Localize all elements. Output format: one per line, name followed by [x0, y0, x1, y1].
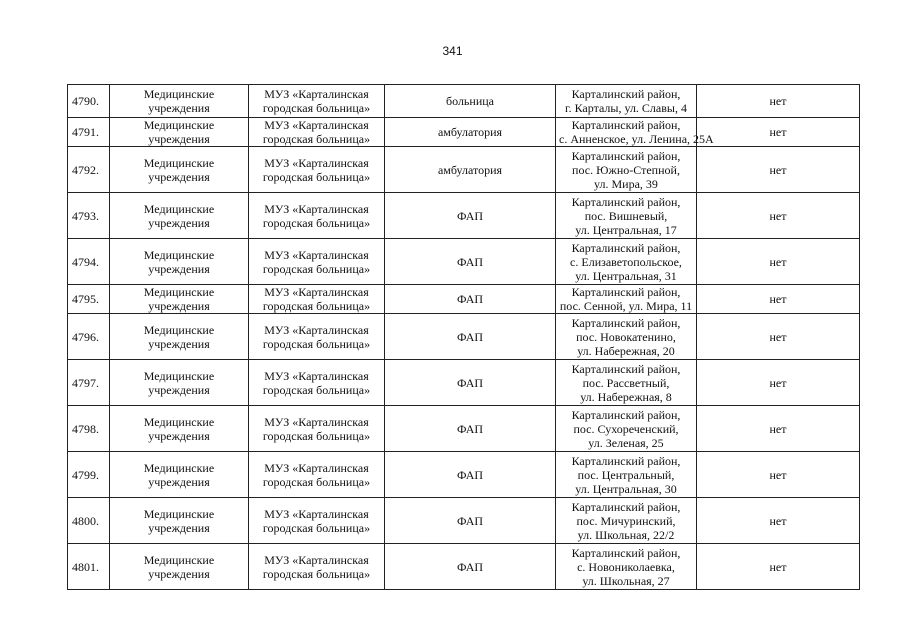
category-cell: [110, 147, 249, 193]
category-cell-line: Медицинские: [143, 506, 215, 521]
table-row: [68, 544, 860, 590]
category-cell-line: Медицинские: [143, 414, 215, 429]
row-number: 4795.: [68, 285, 110, 314]
address-cell-line: Карталинский район,: [571, 499, 681, 514]
address-cell-line: ул. Набережная, 8: [580, 389, 672, 404]
row-number: 4794.: [68, 239, 110, 285]
address-cell: [556, 406, 697, 452]
address-cell: [556, 314, 697, 360]
status-cell: нет: [697, 360, 860, 406]
address-cell-line: Карталинский район,: [571, 361, 681, 376]
address-cell-line: Карталинский район,: [571, 240, 681, 255]
table-row: [68, 498, 860, 544]
category-cell: [110, 285, 249, 314]
table-row: [68, 193, 860, 239]
address-cell: [556, 452, 697, 498]
address-cell: [556, 118, 714, 147]
row-number: 4791.: [68, 118, 110, 147]
facility-type-cell: ФАП: [385, 360, 556, 406]
facility-type-cell: ФАП: [385, 314, 556, 360]
table-row: [68, 406, 860, 452]
category-cell-line: Медицинские: [143, 247, 215, 262]
category-cell-line: Медицинские: [143, 87, 215, 101]
organization-cell: [249, 544, 385, 590]
address-cell-line: пос. Сухореченский,: [573, 421, 679, 436]
address-cell-line: Карталинский район,: [571, 545, 681, 560]
address-cell: [556, 285, 697, 314]
organization-cell-line: городская больница»: [262, 474, 371, 489]
facility-type-cell: больница: [385, 85, 556, 118]
organization-cell: [249, 118, 385, 147]
address-cell-line: пос. Мичуринский,: [576, 513, 676, 528]
table-row: [68, 147, 860, 193]
address-cell-line: Карталинский район,: [571, 148, 681, 163]
category-cell-line: Медицинские: [143, 285, 215, 299]
status-cell: нет: [697, 406, 860, 452]
category-cell: [110, 498, 249, 544]
address-cell: [556, 147, 697, 193]
category-cell-line: учреждения: [148, 520, 210, 535]
address-cell-line: ул. Центральная, 30: [575, 481, 677, 496]
category-cell: [110, 193, 249, 239]
category-cell: [110, 85, 249, 118]
address-cell-line: пос. Рассветный,: [582, 375, 670, 390]
facility-type-cell: ФАП: [385, 498, 556, 544]
address-cell-line: пос. Новокатенино,: [576, 329, 676, 344]
category-cell-line: учреждения: [148, 474, 210, 489]
organization-cell: [249, 314, 385, 360]
address-cell: [556, 193, 697, 239]
organization-cell-line: МУЗ «Карталинская: [264, 506, 369, 521]
organization-cell-line: городская больница»: [262, 336, 371, 351]
category-cell: [110, 406, 249, 452]
table-row: [68, 314, 860, 360]
status-cell: нет: [697, 452, 860, 498]
category-cell-line: учреждения: [148, 336, 210, 351]
category-cell-line: Медицинские: [143, 155, 215, 170]
category-cell-line: Медицинские: [143, 118, 215, 132]
row-number: 4797.: [68, 360, 110, 406]
address-cell-line: пос. Вишневый,: [584, 208, 668, 223]
address-cell-line: с. Анненское, ул. Ленина, 25А: [559, 132, 714, 146]
organization-cell-line: МУЗ «Карталинская: [264, 247, 369, 262]
address-cell: [556, 360, 697, 406]
category-cell-line: учреждения: [148, 566, 210, 581]
status-cell: нет: [697, 85, 860, 118]
status-cell: нет: [697, 498, 860, 544]
address-cell: [556, 85, 697, 118]
organization-cell: [249, 360, 385, 406]
category-cell-line: учреждения: [148, 428, 210, 443]
status-cell: нет: [697, 544, 860, 590]
facility-type-cell: амбулатория: [385, 118, 556, 147]
table-row: [68, 239, 860, 285]
organization-cell: [249, 406, 385, 452]
row-number: 4799.: [68, 452, 110, 498]
facility-type-cell: ФАП: [385, 285, 556, 314]
address-cell-line: ул. Центральная, 17: [575, 222, 677, 237]
category-cell-line: учреждения: [148, 261, 210, 276]
category-cell-line: учреждения: [148, 215, 210, 230]
organization-cell: [249, 85, 385, 118]
facility-type-cell: ФАП: [385, 406, 556, 452]
organization-cell: [249, 147, 385, 193]
organization-cell: [249, 498, 385, 544]
organization-cell-line: городская больница»: [262, 132, 371, 146]
organization-cell-line: МУЗ «Карталинская: [264, 285, 369, 299]
facility-type-cell: ФАП: [385, 239, 556, 285]
status-cell: нет: [697, 314, 860, 360]
registry-table: [67, 84, 860, 590]
address-cell: [556, 544, 697, 590]
address-cell-line: г. Карталы, ул. Славы, 4: [565, 101, 687, 115]
address-cell-line: ул. Набережная, 20: [577, 343, 675, 358]
organization-cell-line: МУЗ «Карталинская: [264, 460, 369, 475]
organization-cell: [249, 193, 385, 239]
row-number: 4792.: [68, 147, 110, 193]
organization-cell-line: городская больница»: [262, 169, 371, 184]
status-cell: нет: [697, 147, 860, 193]
address-cell: [556, 498, 697, 544]
category-cell-line: Медицинские: [143, 460, 215, 475]
facility-type-cell: ФАП: [385, 193, 556, 239]
organization-cell: [249, 285, 385, 314]
organization-cell-line: городская больница»: [262, 382, 371, 397]
status-cell: нет: [697, 239, 860, 285]
address-cell-line: Карталинский район,: [571, 315, 681, 330]
organization-cell: [249, 452, 385, 498]
organization-cell-line: городская больница»: [262, 299, 371, 313]
organization-cell-line: городская больница»: [262, 261, 371, 276]
address-cell-line: Карталинский район,: [571, 285, 681, 299]
page-number: 341: [442, 44, 463, 58]
category-cell: [110, 118, 249, 147]
category-cell: [110, 544, 249, 590]
table-row: [68, 452, 860, 498]
row-number: 4801.: [68, 544, 110, 590]
address-cell-line: пос. Южно-Степной,: [572, 162, 680, 177]
table-row: [68, 360, 860, 406]
row-number: 4800.: [68, 498, 110, 544]
address-cell-line: ул. Мира, 39: [594, 176, 658, 191]
organization-cell-line: МУЗ «Карталинская: [264, 201, 369, 216]
facility-type-cell: ФАП: [385, 544, 556, 590]
address-cell-line: ул. Школьная, 22/2: [577, 527, 675, 542]
organization-cell-line: МУЗ «Карталинская: [264, 155, 369, 170]
registry-body: [68, 85, 860, 590]
facility-type-cell: ФАП: [385, 452, 556, 498]
category-cell-line: учреждения: [148, 299, 210, 313]
category-cell-line: Медицинские: [143, 322, 215, 337]
row-number: 4796.: [68, 314, 110, 360]
facility-type-cell: амбулатория: [385, 147, 556, 193]
row-number: 4798.: [68, 406, 110, 452]
category-cell: [110, 314, 249, 360]
organization-cell-line: МУЗ «Карталинская: [264, 368, 369, 383]
address-cell-line: с. Елизаветопольское,: [570, 254, 682, 269]
organization-cell-line: городская больница»: [262, 520, 371, 535]
category-cell-line: Медицинские: [143, 201, 215, 216]
address-cell-line: ул. Центральная, 31: [575, 268, 677, 283]
category-cell: [110, 452, 249, 498]
organization-cell-line: городская больница»: [262, 428, 371, 443]
organization-cell-line: городская больница»: [262, 101, 371, 115]
organization-cell-line: МУЗ «Карталинская: [264, 322, 369, 337]
address-cell-line: ул. Школьная, 27: [582, 573, 670, 588]
address-cell-line: с. Новониколаевка,: [577, 559, 675, 574]
address-cell: [556, 239, 697, 285]
address-cell-line: ул. Зеленая, 25: [588, 435, 664, 450]
row-number: 4793.: [68, 193, 110, 239]
organization-cell-line: городская больница»: [262, 215, 371, 230]
organization-cell-line: МУЗ «Карталинская: [264, 552, 369, 567]
status-cell: нет: [697, 118, 860, 147]
organization-cell-line: МУЗ «Карталинская: [264, 118, 369, 132]
address-cell-line: Карталинский район,: [571, 407, 681, 422]
category-cell: [110, 239, 249, 285]
organization-cell-line: МУЗ «Карталинская: [264, 87, 369, 101]
address-cell-line: Карталинский район,: [571, 453, 681, 468]
row-number: 4790.: [68, 85, 110, 118]
organization-cell: [249, 239, 385, 285]
category-cell-line: учреждения: [148, 101, 210, 115]
address-cell-line: Карталинский район,: [571, 87, 681, 101]
category-cell-line: Медицинские: [143, 368, 215, 383]
category-cell: [110, 360, 249, 406]
organization-cell-line: городская больница»: [262, 566, 371, 581]
status-cell: нет: [697, 285, 860, 314]
organization-cell-line: МУЗ «Карталинская: [264, 414, 369, 429]
table-row: [68, 85, 860, 118]
category-cell-line: учреждения: [148, 382, 210, 397]
table-row: [68, 118, 860, 147]
category-cell-line: учреждения: [148, 169, 210, 184]
address-cell-line: пос. Сенной, ул. Мира, 11: [559, 299, 693, 313]
category-cell-line: Медицинские: [143, 552, 215, 567]
address-cell-line: Карталинский район,: [571, 118, 681, 132]
address-cell-line: пос. Центральный,: [577, 467, 675, 482]
status-cell: нет: [697, 193, 860, 239]
category-cell-line: учреждения: [148, 132, 210, 146]
table-row: [68, 285, 860, 314]
address-cell-line: Карталинский район,: [571, 194, 681, 209]
